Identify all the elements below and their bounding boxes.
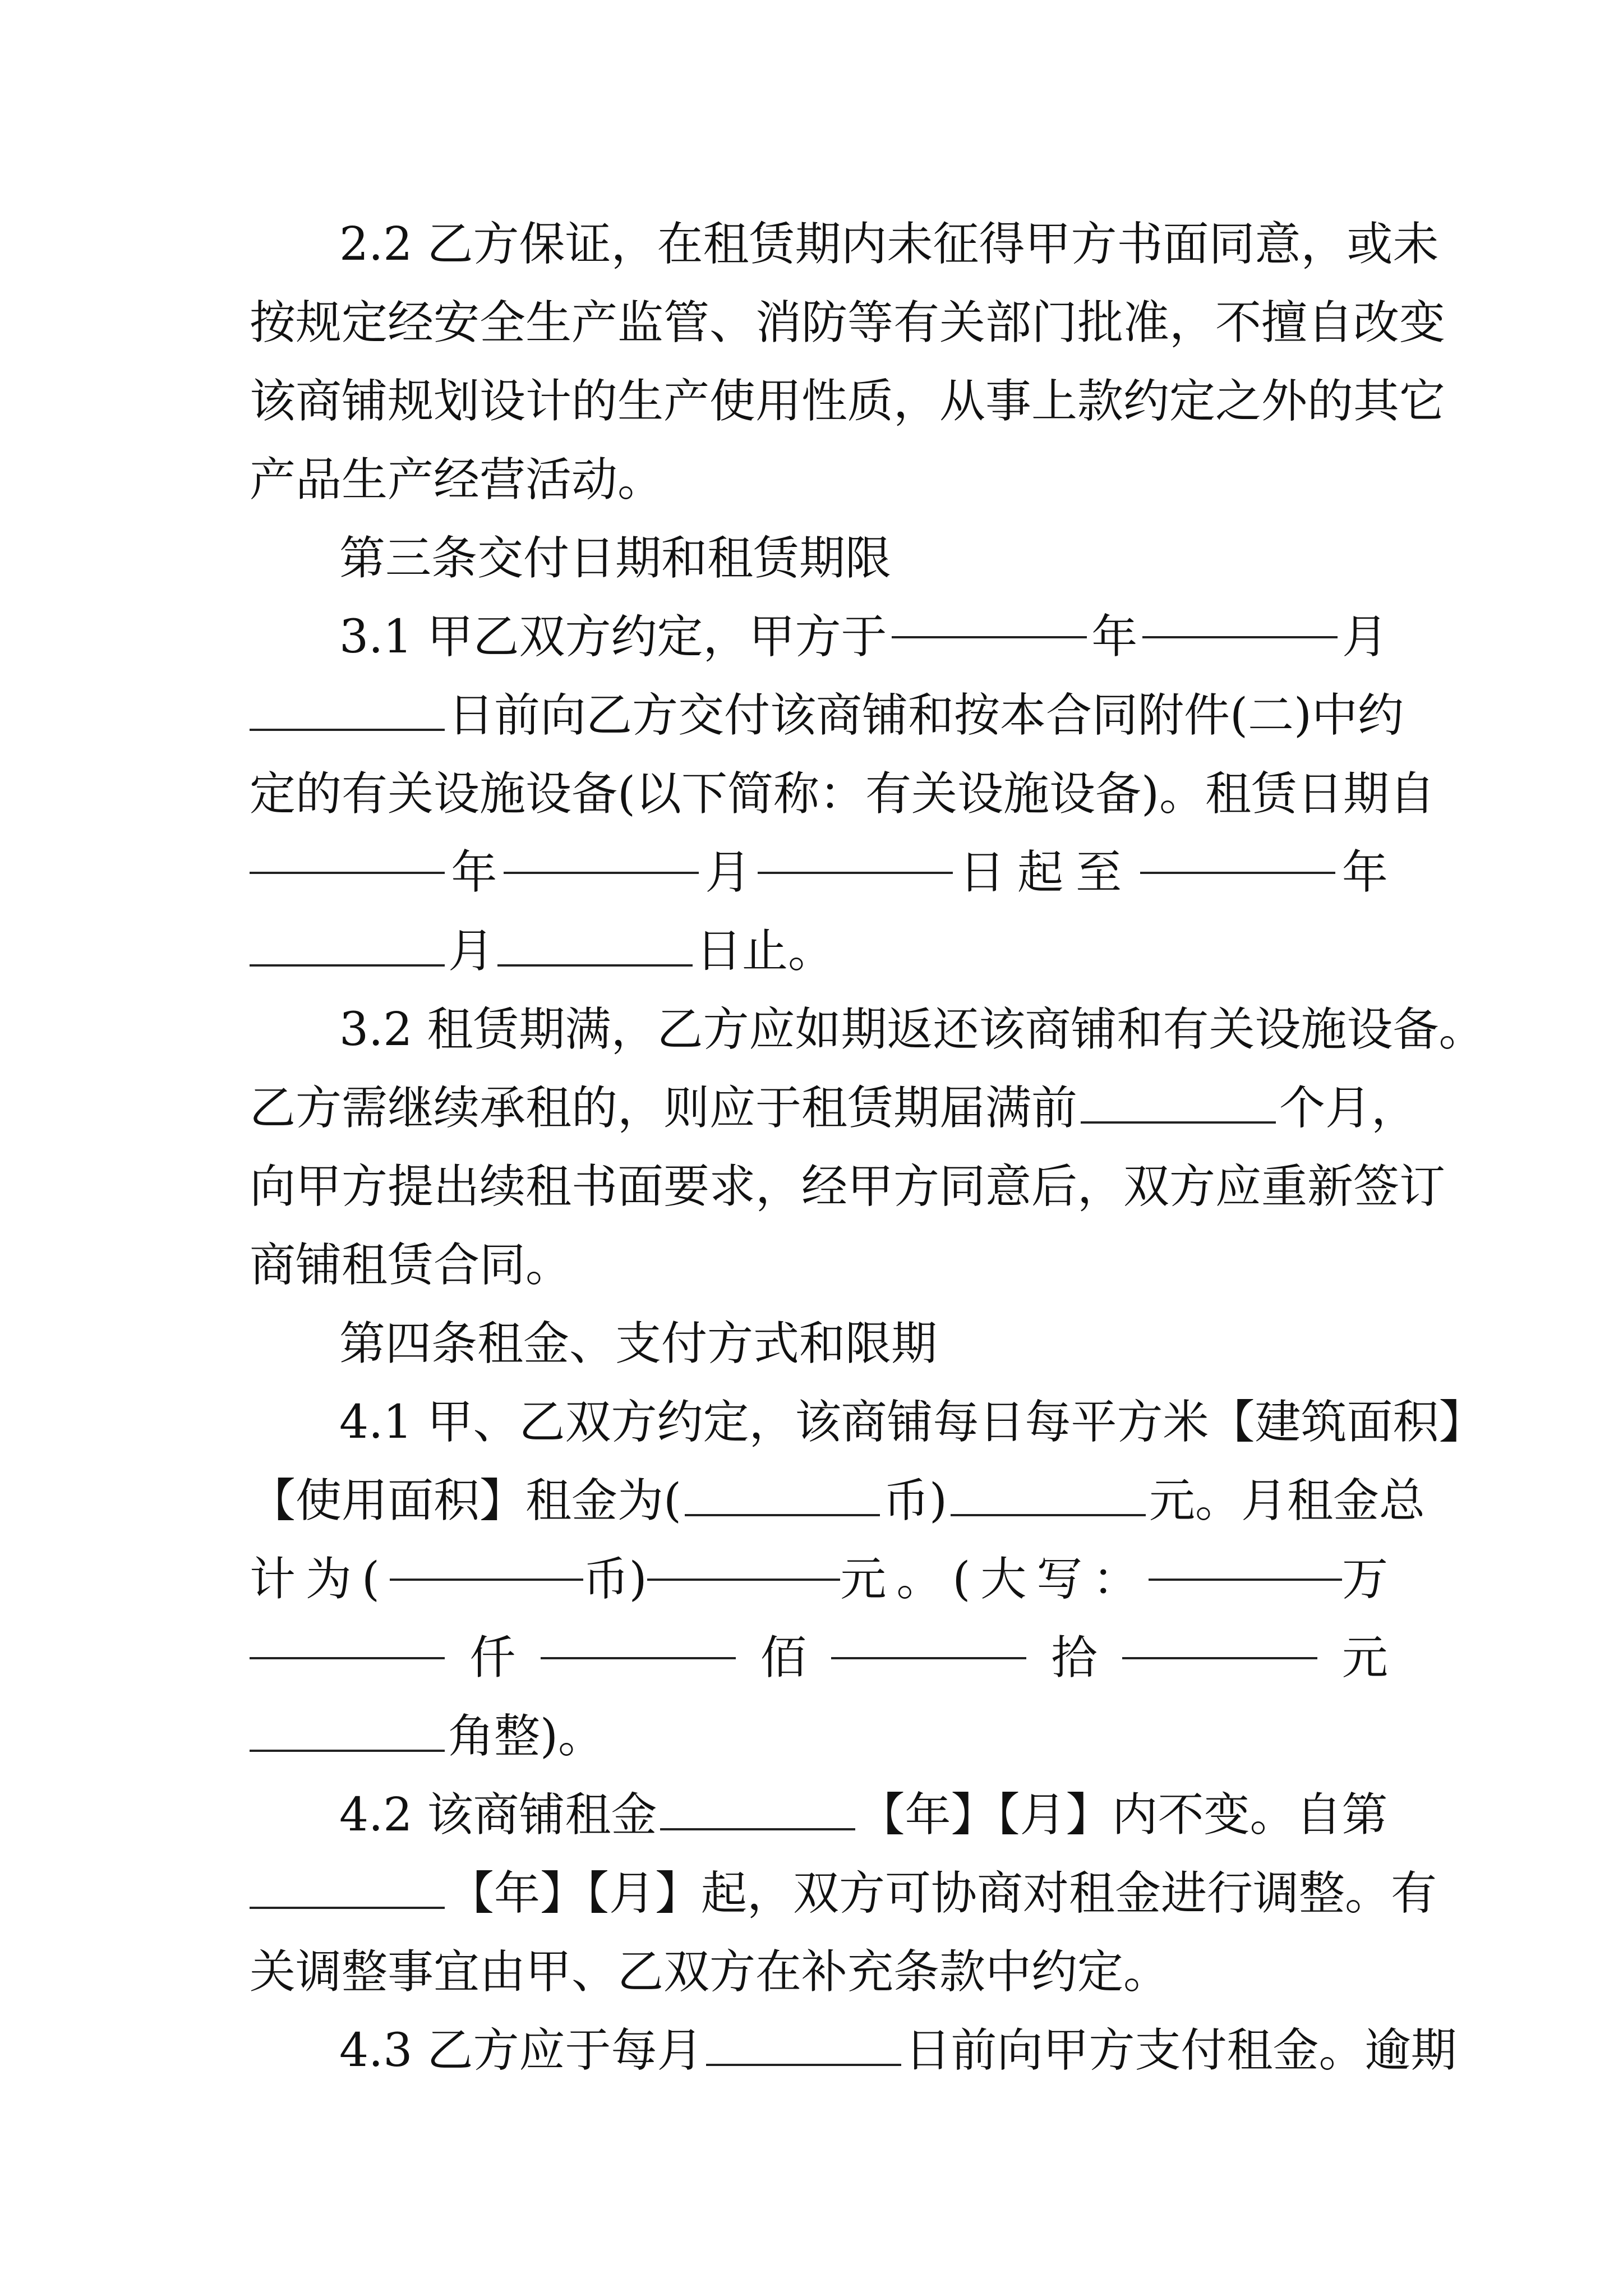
- clause-4-1-line-1: 4.1 甲、乙双方约定，该商铺每日每平方米【建筑面积】: [339, 1396, 1485, 1449]
- clause-4-3-line-1: [339, 2012, 1457, 2090]
- clause-3-1-line-3: 定的有关设施设备(以下简称：有关设施设备)。租赁日期自: [250, 767, 1435, 821]
- clause-4-2-text: 【年】【月】内不变。自第: [859, 1788, 1388, 1842]
- fill-in-blank[interactable]: [250, 1907, 445, 1909]
- label-qian: 仟: [469, 1631, 516, 1685]
- fill-in-blank[interactable]: [758, 872, 953, 874]
- clause-2-2-line-3: 该商铺规划设计的生产使用性质，从事上款约定之外的其它: [250, 375, 1446, 428]
- fill-in-blank[interactable]: [1081, 1121, 1276, 1124]
- fill-in-blank[interactable]: [951, 1514, 1146, 1516]
- label-wan: 万: [1341, 1553, 1388, 1606]
- fill-in-blank[interactable]: [390, 1579, 583, 1581]
- fill-in-blank[interactable]: [250, 872, 445, 874]
- clause-3-1-line-4: [250, 834, 1388, 912]
- fill-in-blank[interactable]: [706, 2064, 901, 2066]
- label-day-end: 日止。: [696, 924, 834, 978]
- clause-3-2-line-2: [250, 1069, 1418, 1148]
- clause-4-2-text: 【年】【月】起，双方可协商对租金进行调整。有: [448, 1867, 1437, 1920]
- label-jiao: 角整)。: [448, 1710, 604, 1763]
- fill-in-blank[interactable]: [647, 1579, 841, 1581]
- label-month: 月: [705, 846, 751, 899]
- label-currency: 币): [583, 1553, 647, 1606]
- clause-4-3-text: 4.3 乙方应于每月: [339, 2024, 703, 2077]
- clause-4-2-text: 4.2 该商铺租金: [339, 1788, 657, 1842]
- fill-in-blank[interactable]: [1140, 872, 1335, 874]
- clause-4-1-line-5: [250, 1697, 1388, 1776]
- fill-in-blank[interactable]: [250, 1750, 445, 1752]
- clause-3-1-line-1: [339, 598, 1388, 677]
- fill-in-blank[interactable]: [685, 1514, 880, 1516]
- label-year: 年: [1341, 846, 1388, 899]
- clause-3-2-line-4: 商铺租赁合同。: [250, 1239, 572, 1292]
- fill-in-blank[interactable]: [660, 1828, 855, 1830]
- clause-4-1-line-2: [250, 1462, 1426, 1540]
- fill-in-blank[interactable]: [504, 872, 699, 874]
- fill-in-blank[interactable]: [541, 1657, 736, 1659]
- clause-4-1-text: 计为(: [250, 1553, 390, 1606]
- clause-3-2-line-3: 向甲方提出续租书面要求，经甲方同意后，双方应重新签订: [250, 1160, 1446, 1213]
- label-months: 个月，: [1279, 1082, 1418, 1135]
- clause-4-3-text: 日前向甲方支付租金。逾期: [905, 2024, 1457, 2077]
- label-day-from: 日起至: [959, 846, 1135, 899]
- fill-in-blank[interactable]: [497, 964, 693, 967]
- label-yuan: 元: [1341, 1631, 1388, 1685]
- label-bai: 佰: [760, 1631, 806, 1685]
- fill-in-blank[interactable]: [250, 964, 445, 967]
- clause-4-1-text: 元。(大写：: [840, 1553, 1149, 1606]
- clause-3-1-intro: 3.1 甲乙双方约定，甲方于: [339, 610, 887, 664]
- fill-in-blank[interactable]: [1149, 1579, 1342, 1581]
- label-currency: 币): [883, 1474, 947, 1527]
- article-3-heading: 第三条交付日期和租赁期限: [339, 532, 892, 585]
- fill-in-blank[interactable]: [1122, 1657, 1317, 1659]
- clause-3-1-line-2: [250, 677, 1404, 755]
- fill-in-blank[interactable]: [250, 1657, 445, 1659]
- fill-in-blank[interactable]: [250, 729, 445, 731]
- clause-3-1-line-5: [250, 912, 1388, 991]
- label-year: 年: [451, 846, 497, 899]
- fill-in-blank[interactable]: [831, 1657, 1026, 1659]
- fill-in-blank[interactable]: [892, 636, 1087, 638]
- clause-2-2-line-4: 产品生产经营活动。: [250, 453, 664, 507]
- clause-2-2-line-2: 按规定经安全生产监管、消防等有关部门批准，不擅自改变: [250, 296, 1446, 349]
- fill-in-blank[interactable]: [1142, 636, 1338, 638]
- clause-3-2-line-1: 3.2 租赁期满，乙方应如期返还该商铺和有关设施设备。: [339, 1003, 1485, 1056]
- clause-4-2-line-2: [250, 1855, 1437, 1933]
- clause-4-2-line-1: [339, 1776, 1388, 1855]
- clause-2-2-line-1: 2.2 乙方保证，在租赁期内未征得甲方书面同意，或未: [339, 218, 1439, 271]
- label-shi: 拾: [1051, 1631, 1098, 1685]
- label-year: 年: [1091, 610, 1138, 664]
- clause-4-1-line-3: [250, 1540, 1388, 1619]
- clause-3-1-text: 日前向乙方交付该商铺和按本合同附件(二)中约: [448, 689, 1404, 742]
- label-month: 月: [1341, 610, 1388, 664]
- clause-4-1-text: 【使用面积】租金为(: [250, 1474, 681, 1527]
- clause-4-1-text: 元。月租金总: [1149, 1474, 1426, 1527]
- clause-4-1-line-4: [250, 1619, 1388, 1697]
- clause-3-2-text: 乙方需继续承租的，则应于租赁期届满前: [250, 1082, 1078, 1135]
- clause-4-2-line-3: 关调整事宜由甲、乙双方在补充条款中约定。: [250, 1945, 1170, 1999]
- article-4-heading: 第四条租金、支付方式和限期: [339, 1317, 938, 1370]
- label-month: 月: [448, 924, 495, 978]
